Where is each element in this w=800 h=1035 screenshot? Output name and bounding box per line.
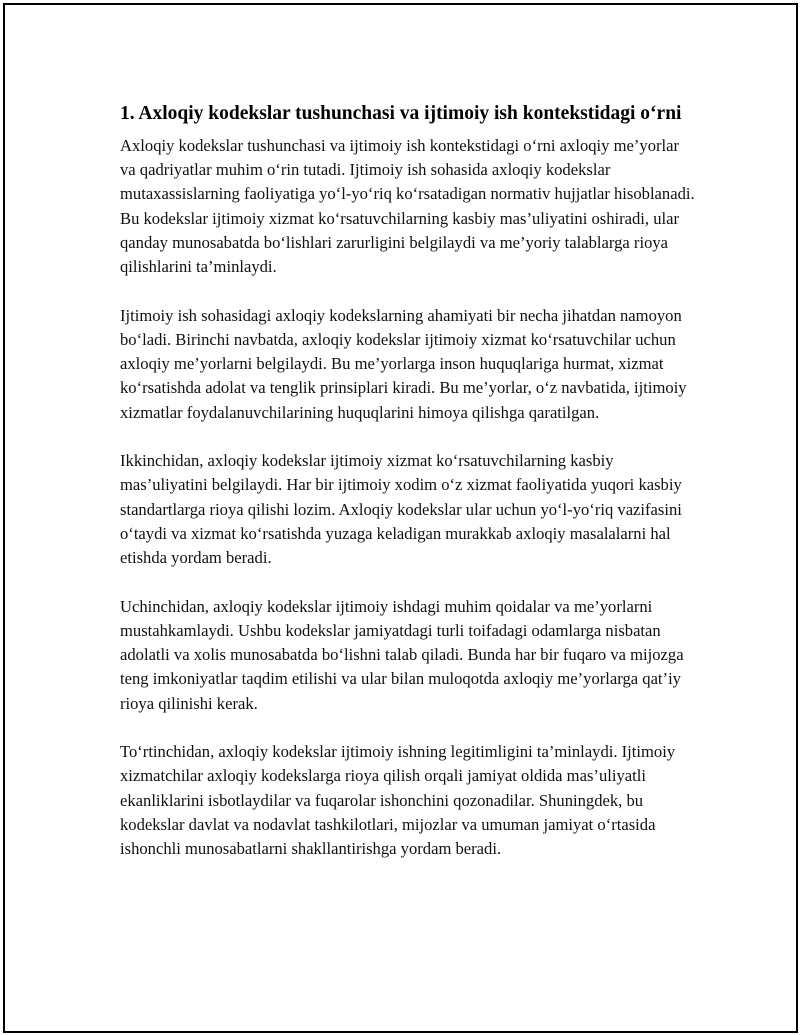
section-heading: 1. Axloqiy kodekslar tushunchasi va ijtimoiy ish kontekstidagi o‘rni <box>120 103 682 124</box>
document-page <box>3 3 798 1033</box>
paragraph-second: Ikkinchidan, axloqiy kodekslar ijtimoiy xizmat ko‘rsatuvchilarning kasbiy mas’uliyatini belgilaydi. Har bir ijtimoiy xodim o‘z xizmat faoliyatida yuqori kasbiy standartlarga rioya qilishi lozim. Axloqiy kodekslar ular uchun yo‘l-yo‘riq vazifasini o‘taydi va xizmat ko‘rsatishda yuzaga keladigan murakkab axloqiy masalalarni hal etishda yordam beradi. <box>120 451 682 568</box>
paragraph-intro: Axloqiy kodekslar tushunchasi va ijtimoiy ish kontekstidagi o‘rni axloqiy me’yorlar va qadriyatlar muhim o‘rin tutadi. Ijtimoiy ish sohasida axloqiy kodekslar mutaxassislarning faoliyatiga yo‘l-yo‘riq ko‘rsatadigan normativ hujjatlar hisoblanadi. Bu kodekslar ijtimoiy xizmat ko‘rsatuvchilarning kasbiy mas’uliyatini oshiradi, ular qanday munosabatda bo‘lishlari zarurligini belgilaydi va me’yoriy talablarga rioya qilishlarini ta’minlaydi. <box>120 136 695 277</box>
paragraph-third: Uchinchidan, axloqiy kodekslar ijtimoiy ishdagi muhim qoidalar va me’yorlarni mustahkamlaydi. Ushbu kodekslar jamiyatdagi turli toifadagi odamlarga nisbatan adolatli va xolis munosabatda bo‘lishni talab qiladi. Bunda har bir fuqaro va mijozga teng imkoniyatlar taqdim etilishi va ular bilan muloqotda axloqiy me’yorlarga qat’iy rioya qilinishi kerak. <box>120 596 684 713</box>
paragraph-importance: Ijtimoiy ish sohasidagi axloqiy kodekslarning ahamiyati bir necha jihatdan namoyon bo‘ladi. Birinchi navbatda, axloqiy kodekslar ijtimoiy xizmat ko‘rsatuvchilar uchun axloqiy me’yorlarni belgilaydi. Bu me’yorlarga inson huquqlariga hurmat, xizmat ko‘rsatishda adolat va tenglik prinsiplari kiradi. Bu me’yorlar, o‘z navbatida, ijtimoiy xizmatlar foydalanuvchilarining huquqlarini himoya qilishga qaratilgan. <box>120 305 687 422</box>
paragraph-fourth: To‘rtinchidan, axloqiy kodekslar ijtimoiy ishning legitimligini ta’minlaydi. Ijtimoiy xizmatchilar axloqiy kodekslarga rioya qilish orqali jamiyat oldida mas’uliyatli ekanliklarini isbotlaydilar va fuqarolar ishonchini qozonadilar. Shuningdek, bu kodekslar davlat va nodavlat tashkilotlari, mijozlar va umuman jamiyat o‘rtasida ishonchli munosabatlarni shakllantirishga yordam beradi. <box>120 742 676 859</box>
document-body <box>120 100 695 886</box>
